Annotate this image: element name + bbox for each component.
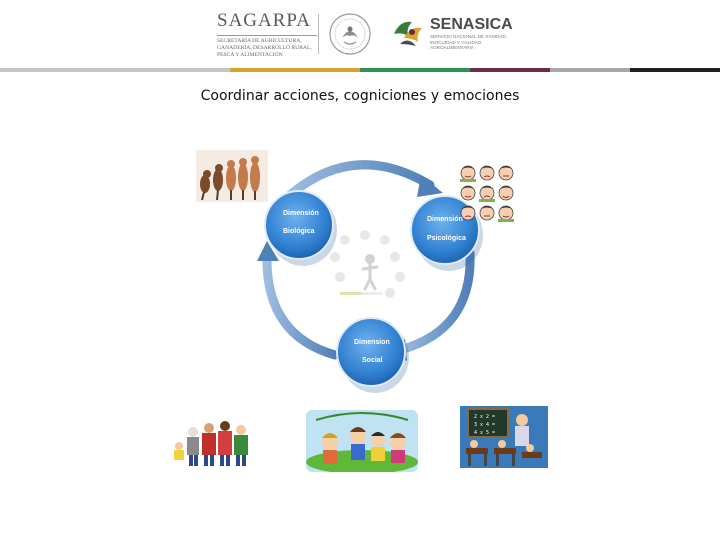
senasica-title: SENASICA xyxy=(430,16,513,33)
board-line: 4 x 5 = xyxy=(474,430,496,436)
sagarpa-rule xyxy=(217,35,317,36)
header-band-segment xyxy=(360,68,470,72)
arrow-head xyxy=(417,175,443,197)
node-biologica-label-2: Biológica xyxy=(283,228,315,235)
children-playing-illustration-icon xyxy=(306,410,418,472)
node-psicologica-label-1: Dimensión xyxy=(427,216,463,223)
sagarpa-subtitle xyxy=(217,38,327,59)
center-figure-icon xyxy=(330,230,405,298)
header-band-segment xyxy=(470,68,550,72)
family-group-illustration-icon xyxy=(165,410,255,468)
board-line: 2 x 2 = xyxy=(474,414,496,420)
arrow-biologica-to-psicologica xyxy=(290,165,430,195)
mexican-coat-of-arms-seal-icon xyxy=(326,12,374,56)
human-evolution-illustration-icon xyxy=(196,150,268,202)
senasica-subtitle-line: INOCUIDAD Y CALIDAD xyxy=(430,39,482,45)
header-divider xyxy=(318,14,319,54)
sagarpa-logo xyxy=(212,10,318,58)
senasica-subtitle xyxy=(430,34,520,51)
node-social-label-1: Dimension xyxy=(354,339,390,346)
node-social-shape xyxy=(337,318,409,393)
emotion-faces-grid-illustration-icon xyxy=(458,162,518,224)
sagarpa-subtitle-line: GANADERÍA, DESARROLLO RURAL, xyxy=(217,45,312,51)
senasica-subtitle-line: AGROALIMENTARIA xyxy=(430,45,474,51)
header-band-segment xyxy=(230,68,360,72)
senasica-subtitle-line: SERVICIO NACIONAL DE SANIDAD, xyxy=(430,34,508,39)
header-band-segment xyxy=(630,68,720,72)
slide-title: Coordinar acciones, cogniciones y emociones xyxy=(200,88,520,104)
node-biologica-label-1: Dimensión xyxy=(283,210,319,217)
sagarpa-title: SAGARPA xyxy=(217,10,311,31)
board-line: 3 x 4 = xyxy=(474,422,496,428)
classroom-blackboard-illustration-icon xyxy=(460,406,548,468)
sagarpa-subtitle-line: SECRETARÍA DE AGRICULTURA, xyxy=(217,38,302,44)
node-social-label-2: Social xyxy=(362,357,383,364)
senasica-logo-icon xyxy=(390,14,430,50)
header-band-segment xyxy=(550,68,630,72)
arrow-social-to-biologica xyxy=(267,255,335,355)
node-psicologica-label-2: Psicológica xyxy=(427,235,466,242)
header-band-segment xyxy=(0,68,230,72)
header xyxy=(0,0,720,74)
sagarpa-subtitle-line: PESCA Y ALIMENTACIÓN xyxy=(217,52,283,58)
